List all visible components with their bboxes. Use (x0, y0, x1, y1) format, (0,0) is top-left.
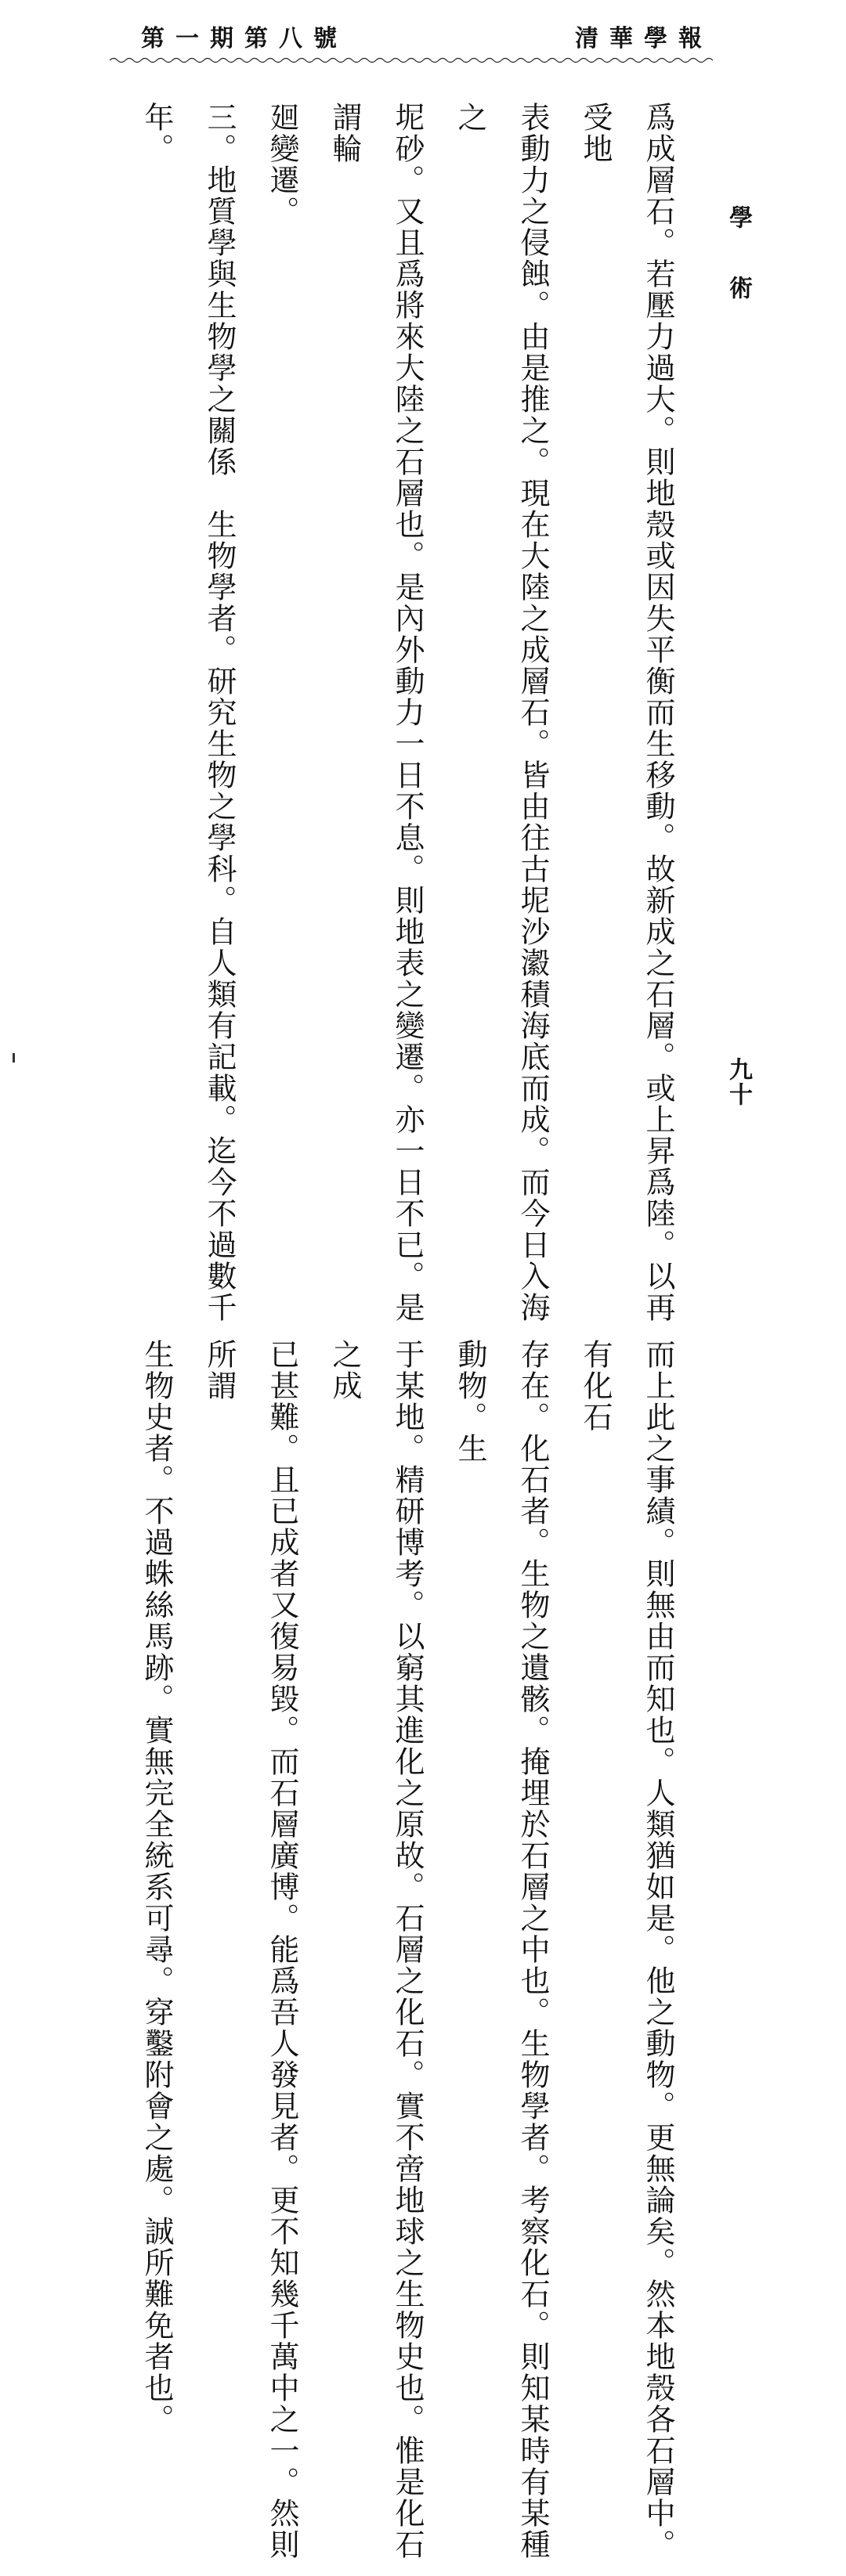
text-column: 而上此之事績。則無由而知也。人類猶如是。他之動物。更無論矣。然本地殼各石層中。有化石 (578, 1339, 675, 2560)
text-column: 廻變遷。 (265, 102, 299, 227)
journal-title: 清華學報 (575, 25, 713, 52)
page-header (141, 19, 713, 50)
print-speck (13, 1053, 15, 1063)
text-column: 存在。化石者。生物之遺骸。掩埋於石層之中也。生物學者。考察化石。則知某時有某種動物。生 (453, 1339, 550, 2560)
text-column: 爲成層石。若壓力過大。則地殼或因失平衡而生移動。故新成之石層。或上昇爲陸。以再受地 (578, 102, 675, 1323)
text-column: 表動力之侵蝕。由是推之。現在大陸之成層石。皆由往古坭沙瀫積海底而成。而今日入海之 (453, 102, 550, 1323)
text-column: 三。地質學與生物學之關係 生物學者。研究生物之學科。自人類有記載。迄今不過數千年。 (139, 102, 237, 1323)
wavy-divider (110, 56, 713, 64)
text-column: 于某地。精研博考。以窮其進化之原故。石層之化石。實不啻地球之生物史也。惟是化石之成 (327, 1339, 425, 2560)
page-number: 九十 (725, 1057, 752, 1107)
section-label: 學術 (725, 205, 752, 346)
text-column: 坭砂。又且爲將來大陸之石層也。是內外動力一日不息。則地表之變遷。亦一日不已。是謂輪 (327, 102, 425, 1323)
text-column: 已甚難。且已成者又復易毀。而石層廣博。能爲吾人發見者。更不知幾千萬中之一。然則所謂 (202, 1339, 299, 2560)
issue-label: 第一期第八號 (141, 25, 348, 52)
text-column: 生物史者。不過蛛絲馬跡。實無完全統系可尋。穿鑿附會之處。誠所難免者也。 (139, 1339, 174, 2435)
body-text (125, 102, 689, 2560)
